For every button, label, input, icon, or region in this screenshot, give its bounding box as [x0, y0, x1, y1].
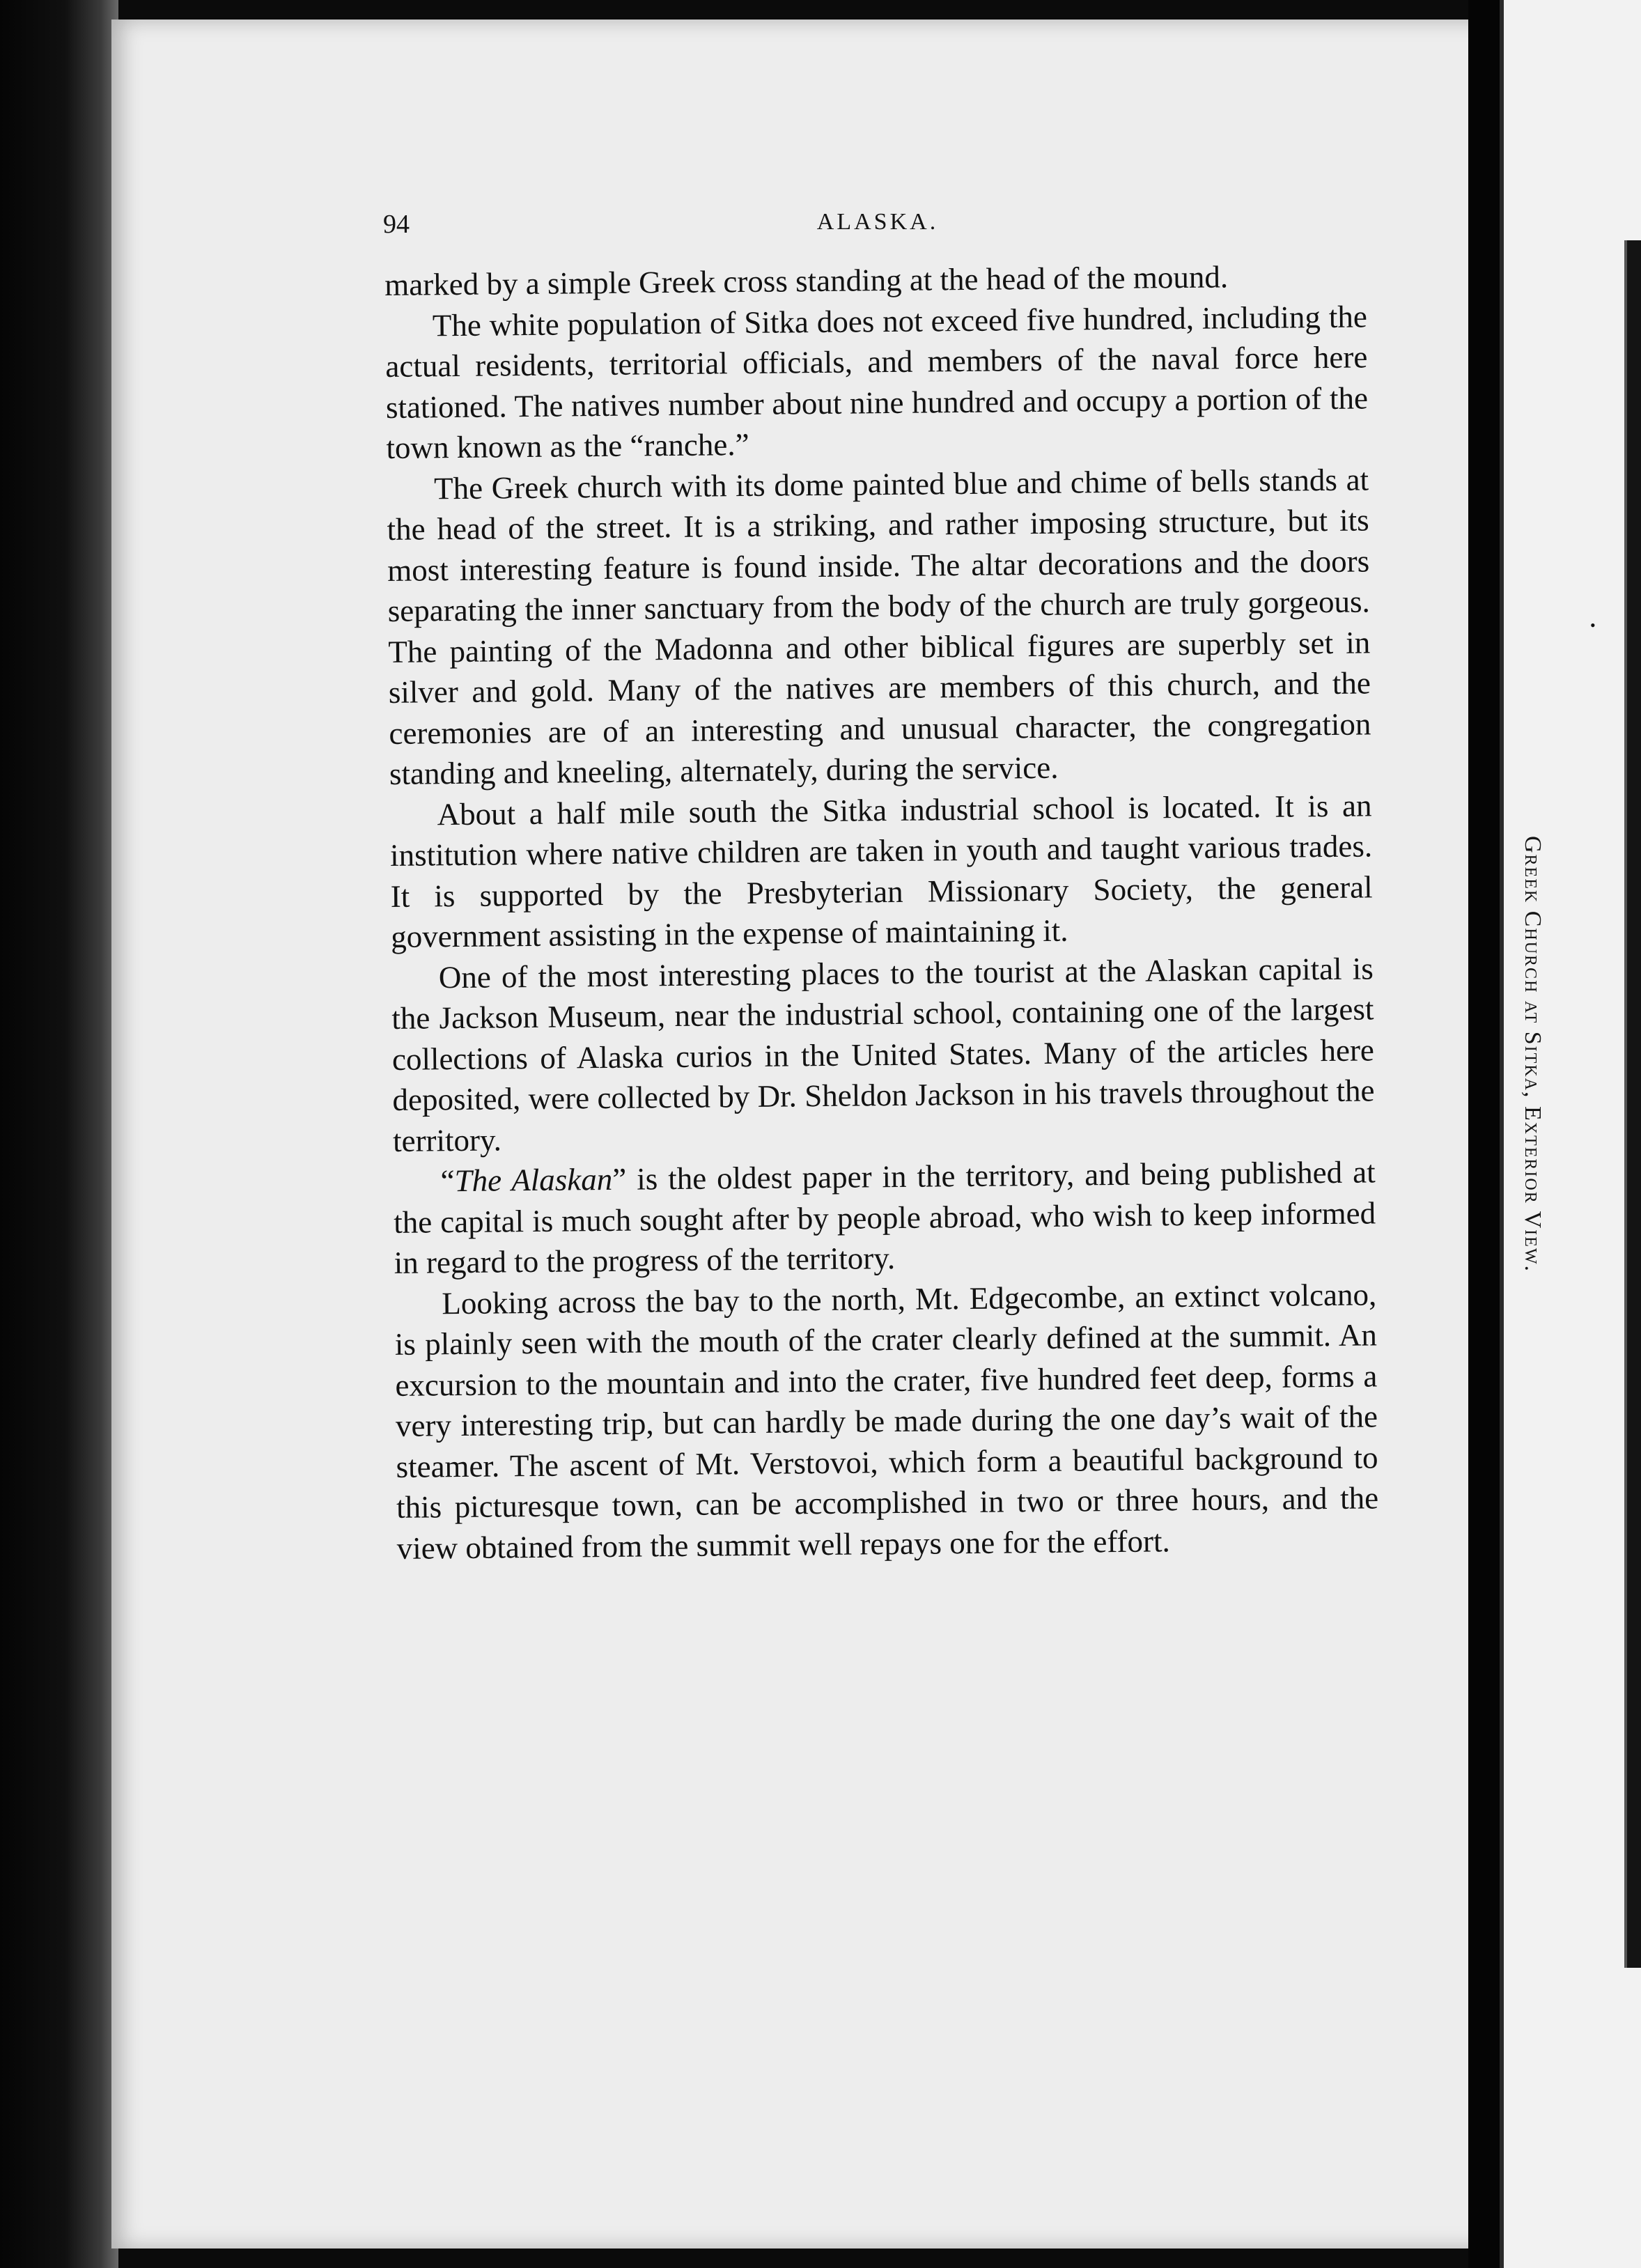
running-head: ALASKA. [816, 209, 939, 235]
book-gutter [1468, 0, 1500, 2268]
paragraph: About a half mile south the Sitka industrial school is located. It is an institution where native children are taken in youth and taught various trades. It is supported by the Presbyterian Missionary Society, the general government assisting in the expense of maintaining it. [389, 787, 1373, 954]
paragraph: marked by a simple Greek cross standing at the head of the mound. [384, 259, 1229, 302]
publication-title: The Alaskan [454, 1161, 613, 1199]
open-quote: “ [440, 1163, 455, 1199]
paragraph: One of the most interesting places to the tourist at the Alaskan capital is the Jackson Museum, near the industrial school, containing one of the largest collections of Alaska curios in the United States. Many of the articles here deposited, were collected by Dr. Sheldon Jackson in his travels throughout the territory. [391, 950, 1375, 1158]
paragraph: Looking across the bay to the north, Mt. Edgecombe, an extinct volcano, is plainly seen with the mouth of the crater clearly defined at the summit. An excursion to the mountain and into the crater, five hundred feet deep, forms a very interesting trip, but can hardly be made during the one day’s wait of the steamer. The ascent of Mt. Verstovoi, which form a beautiful background to this picturesque town, can be accomplished in two or three hours, and the view obtained from the summit well repays one for the effort. [394, 1276, 1379, 1566]
margin-mark: • [1590, 616, 1596, 634]
page-number: 94 [383, 210, 410, 239]
paragraph-rest: ” is the oldest paper in the territory, and being published at the capital is much sought after by people abroad, who wish to keep informed in regard to the progress of the territory. [393, 1154, 1376, 1280]
paragraph-alaskan [393, 1151, 1376, 1283]
paragraph: The Greek church with its dome painted blue and chime of bells stands at the head of the street. It is a striking, and rather imposing structure, but its most interesting feature is found inside. The altar decorations and the doors separating the inner sanctuary from the body of the church are truly gorgeous. The painting of the Madonna and other biblical figures are superbly set in silver and gold. Many of the natives are members of this church, and the ceremonies are of an interesting and unusual character, the congregation standing and kneeling, alternately, during the service. [387, 461, 1371, 791]
paragraph: The white population of Sitka does not exceed five hundred, including the actual residents, territorial officials, and members of the naval force here stationed. The natives number about nine hundred and occupy a portion of the town known as the “ranche.” [385, 298, 1369, 465]
scan-left-shadow [0, 0, 118, 2268]
plate-caption: Greek Church at Sitka, Exterior View. [1520, 836, 1546, 1273]
body-text [384, 255, 1379, 1568]
facing-page-edge [1624, 240, 1641, 1968]
page-header [383, 209, 1372, 251]
